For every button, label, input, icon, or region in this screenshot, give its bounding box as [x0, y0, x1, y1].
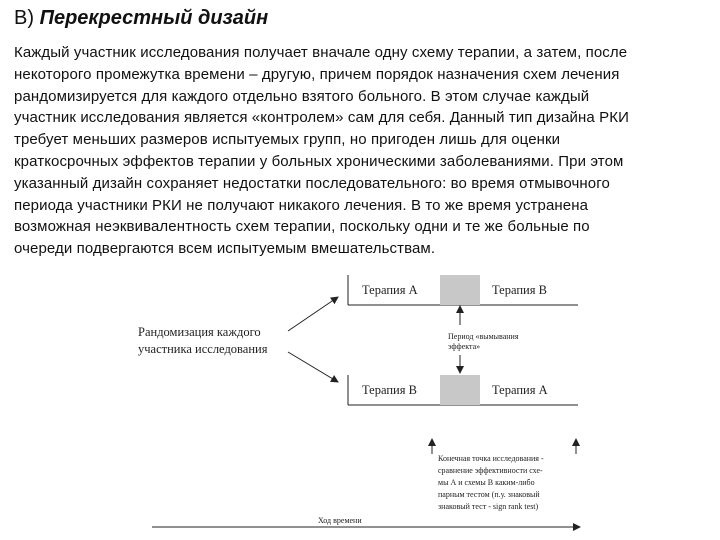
paragraph-line: периода участники РКИ не получают никакого лечения. В то же время устранена [14, 196, 589, 214]
group-2-washout-block [440, 375, 480, 405]
group-1-washout-block [440, 275, 480, 305]
paragraph-line: рандомизируется для каждого отдельно взятого больного. В этом случае каждый [14, 87, 590, 105]
randomization-arrow-down [288, 352, 338, 382]
paragraph-line: указанный дизайн сохраняет недостатки последовательного: во время отмывочного [14, 174, 610, 192]
paragraph-line: возможная неэквивалентность схем терапии, поскольку одни и те же больные по [14, 218, 590, 236]
endpoint-note-line-5: знаковый тест - sign rank test) [438, 502, 539, 511]
endpoint-note-line-4: парным тестом (п.у. знаковый [438, 490, 540, 499]
heading-title: Перекрестный дизайн [39, 7, 269, 29]
randomization-label-line-1: Рандомизация каждого [138, 325, 261, 339]
endpoint-note-line-1: Конечная точка исследования - [438, 454, 544, 463]
paragraph-line: требует меньших размеров испытуемых групп, но пригоден лишь для оценки [14, 131, 561, 149]
randomization-label-line-2: участника исследования [138, 342, 268, 356]
randomization-arrow-up [288, 297, 338, 331]
paragraph-line: Каждый участник исследования получает вначале одну схему терапии, а затем, после [14, 44, 628, 61]
paragraph-line: некоторого промежутка времени – другую, причем порядок назначения схем лечения [14, 65, 620, 83]
time-axis-label: Ход времени [318, 516, 362, 525]
group-2-row [348, 375, 578, 405]
group-2-first-therapy: Терапия В [362, 383, 417, 397]
group-1-row [348, 275, 578, 305]
endpoint-note-line-3: мы А и схемы В каким-либо [438, 478, 535, 487]
washout-label-line-2: эффекта» [448, 342, 481, 351]
endpoint-note-line-2: сравнение эффективности схе- [438, 466, 543, 475]
washout-label-line-1: Период «вымывания [448, 332, 519, 341]
group-2-second-therapy: Терапия А [492, 383, 548, 397]
paragraph-line: участник исследования является «контролем» сам для себя. Данный тип дизайна РКИ [14, 109, 629, 127]
heading-letter: В) [14, 7, 40, 29]
group-1-second-therapy: Терапия В [492, 283, 547, 297]
paragraph-line: очереди подвергаются всем испытуемым вмешательствам. [14, 240, 436, 258]
group-1-first-therapy: Терапия А [362, 283, 418, 297]
paragraph-line: краткосрочных эффектов терапии у больных хроническими заболеваниями. При этом [14, 152, 624, 170]
